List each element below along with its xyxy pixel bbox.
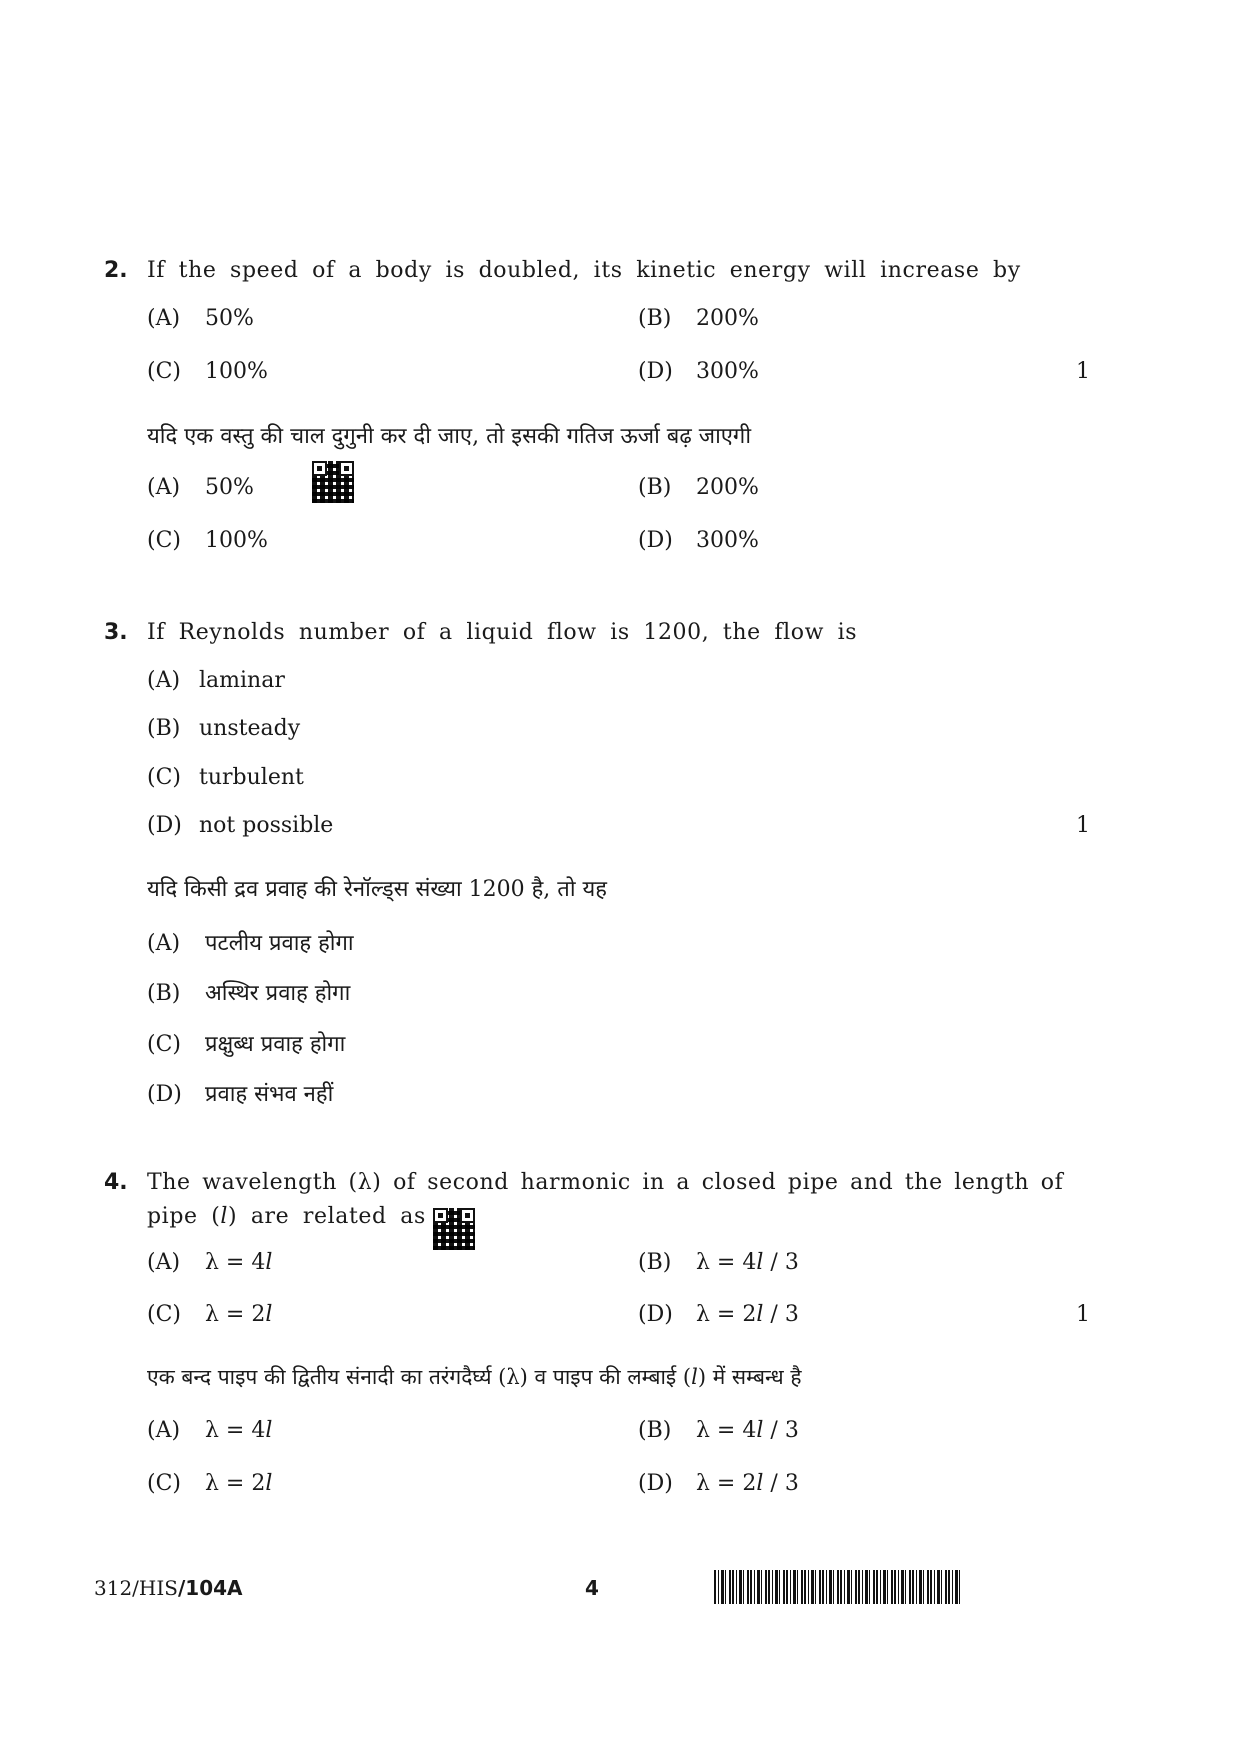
q2-hindi-stem: यदि एक वस्तु की चाल दुगुनी कर दी जाए, तो इसकी गतिज ऊर्जा बढ़ जाएगी — [147, 424, 752, 449]
q4-option-d: (D) λ = 2l / 3 — [638, 1302, 799, 1327]
q2-option-c: (C) 100% — [147, 359, 268, 384]
question-4-number: 4. — [104, 1170, 128, 1195]
q3-option-a: (A) laminar — [147, 668, 285, 693]
question-2-number: 2. — [104, 258, 128, 283]
q3-hindi-option-c: (C) प्रक्षुब्ध प्रवाह होगा — [147, 1032, 346, 1057]
q2-hindi-option-b: (B) 200% — [638, 475, 759, 500]
q4-option-a: (A) λ = 4l — [147, 1250, 273, 1275]
q4-hindi-option-c: (C) λ = 2l — [147, 1471, 273, 1496]
question-2-stem: If the speed of a body is doubled, its kinetic energy will increase by — [147, 258, 1021, 283]
q3-marks: 1 — [1076, 813, 1090, 838]
question-3-stem: If Reynolds number of a liquid flow is 1200, the flow is — [147, 620, 858, 645]
q2-marks: 1 — [1076, 359, 1090, 384]
q2-hindi-option-d: (D) 300% — [638, 528, 759, 553]
q3-option-d: (D) not possible — [147, 813, 334, 838]
q2-option-d: (D) 300% — [638, 359, 759, 384]
q4-hindi-option-d: (D) λ = 2l / 3 — [638, 1471, 799, 1496]
barcode-icon — [714, 1570, 962, 1604]
q4-hindi-option-a: (A) λ = 4l — [147, 1418, 273, 1443]
q3-hindi-option-b: (B) अस्थिर प्रवाह होगा — [147, 981, 351, 1006]
page-number: 4 — [585, 1576, 599, 1600]
q3-hindi-option-d: (D) प्रवाह संभव नहीं — [147, 1082, 334, 1107]
q2-hindi-option-a: (A) 50% — [147, 475, 254, 500]
q2-option-a: (A) 50% — [147, 306, 254, 331]
q3-hindi-option-a: (A) पटलीय प्रवाह होगा — [147, 931, 354, 956]
paper-code: 312/HIS/104A — [94, 1576, 243, 1600]
question-4-stem-line-1: The wavelength (λ) of second harmonic in a closed pipe and the length of — [147, 1170, 1064, 1195]
q4-marks: 1 — [1076, 1302, 1090, 1327]
qr-code-icon — [312, 461, 354, 503]
q4-option-c: (C) λ = 2l — [147, 1302, 273, 1327]
q2-option-b: (B) 200% — [638, 306, 759, 331]
q4-hindi-option-b: (B) λ = 4l / 3 — [638, 1418, 799, 1443]
qr-code-icon — [433, 1208, 475, 1250]
q4-option-b: (B) λ = 4l / 3 — [638, 1250, 799, 1275]
q3-hindi-stem: यदि किसी द्रव प्रवाह की रेनॉल्ड्स संख्या 1200 है, तो यह — [147, 877, 607, 902]
question-3-number: 3. — [104, 620, 128, 645]
q3-option-b: (B) unsteady — [147, 716, 301, 741]
q3-option-c: (C) turbulent — [147, 765, 304, 790]
question-4-stem-line-2: pipe (l) are related as — [147, 1204, 426, 1229]
q2-hindi-option-c: (C) 100% — [147, 528, 268, 553]
q4-hindi-stem: एक बन्द पाइप की द्वितीय संनादी का तरंगदैर्घ्य (λ) व पाइप की लम्बाई (l) में सम्बन्ध है — [147, 1365, 802, 1389]
